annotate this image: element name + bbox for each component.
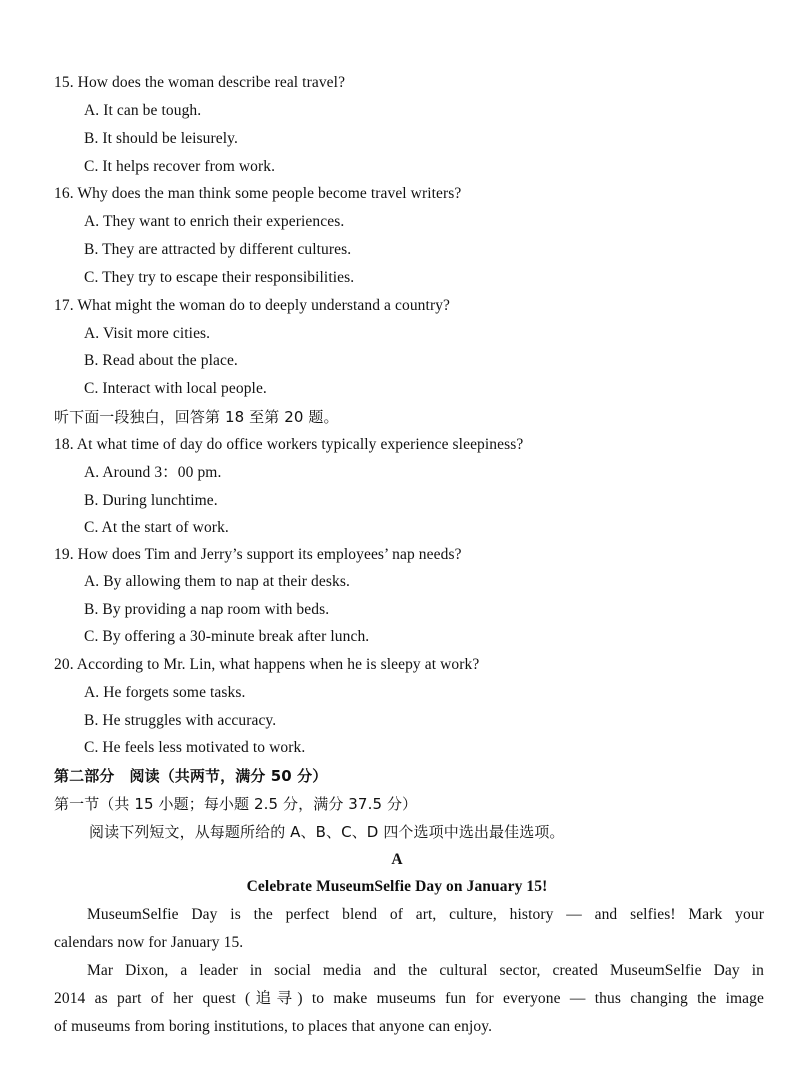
question-15-option-b: B. It should be leisurely. — [84, 130, 238, 147]
passage-paragraph-1-line-1: MuseumSelfie Day is the perfect blend of art, culture, history — and selfies! Mark your — [87, 906, 764, 923]
question-18-option-a: A. Around 3：00 pm. — [84, 464, 222, 481]
question-18-option-b: B. During lunchtime. — [84, 492, 218, 509]
question-20-option-c: C. He feels less motivated to work. — [84, 739, 306, 756]
passage-title: Celebrate MuseumSelfie Day on January 15! — [246, 878, 548, 895]
question-18-stem: 18. At what time of day do office workers typically experience sleepiness? — [54, 436, 524, 453]
question-16-stem: 16. Why does the man think some people become travel writers? — [54, 185, 462, 202]
question-15-option-c: C. It helps recover from work. — [84, 158, 276, 175]
question-16-option-b: B. They are attracted by different cultures. — [84, 241, 352, 258]
question-20-option-b: B. He struggles with accuracy. — [84, 712, 277, 729]
question-15-stem: 15. How does the woman describe real travel? — [54, 74, 346, 91]
question-17-option-a: A. Visit more cities. — [84, 325, 211, 342]
question-19-option-c: C. By offering a 30-minute break after lunch. — [84, 628, 370, 645]
question-20-option-a: A. He forgets some tasks. — [84, 684, 246, 701]
question-17-stem: 17. What might the woman do to deeply understand a country? — [54, 297, 451, 314]
question-18-option-c: C. At the start of work. — [84, 519, 229, 536]
section1-heading: 第一节（共 15 小题；每小题 2.5 分，满分 37.5 分） — [54, 795, 418, 813]
part2-heading: 第二部分 阅读（共两节，满分 50 分） — [54, 767, 328, 785]
question-19-stem: 19. How does Tim and Jerry’s support its employees’ nap needs? — [54, 546, 462, 563]
reading-instruction: 阅读下列短文，从每题所给的 A、B、C、D 四个选项中选出最佳选项。 — [89, 823, 565, 841]
question-16-option-c: C. They try to escape their responsibilities. — [84, 269, 355, 286]
passage-paragraph-2-line-1: Mar Dixon, a leader in social media and the cultural sector, created MuseumSelfie Day in — [87, 962, 764, 979]
question-16-option-a: A. They want to enrich their experiences. — [84, 213, 345, 230]
passage-paragraph-2-line-2: 2014 as part of her quest (追寻) to make museums fun for everyone — thus changing the image — [54, 990, 764, 1007]
passage-paragraph-2-line-3: of museums from boring institutions, to places that anyone can enjoy. — [54, 1018, 493, 1035]
question-15-option-a: A. It can be tough. — [84, 102, 202, 119]
question-19-option-b: B. By providing a nap room with beds. — [84, 601, 330, 618]
question-17-option-b: B. Read about the place. — [84, 352, 238, 369]
question-17-option-c: C. Interact with local people. — [84, 380, 267, 397]
question-20-stem: 20. According to Mr. Lin, what happens when he is sleepy at work? — [54, 656, 480, 673]
passage-letter: A — [391, 851, 403, 868]
instruction-18-20: 听下面一段独白，回答第 18 至第 20 题。 — [54, 408, 339, 426]
question-19-option-a: A. By allowing them to nap at their desks. — [84, 573, 350, 590]
passage-paragraph-1-line-2: calendars now for January 15. — [54, 934, 244, 951]
